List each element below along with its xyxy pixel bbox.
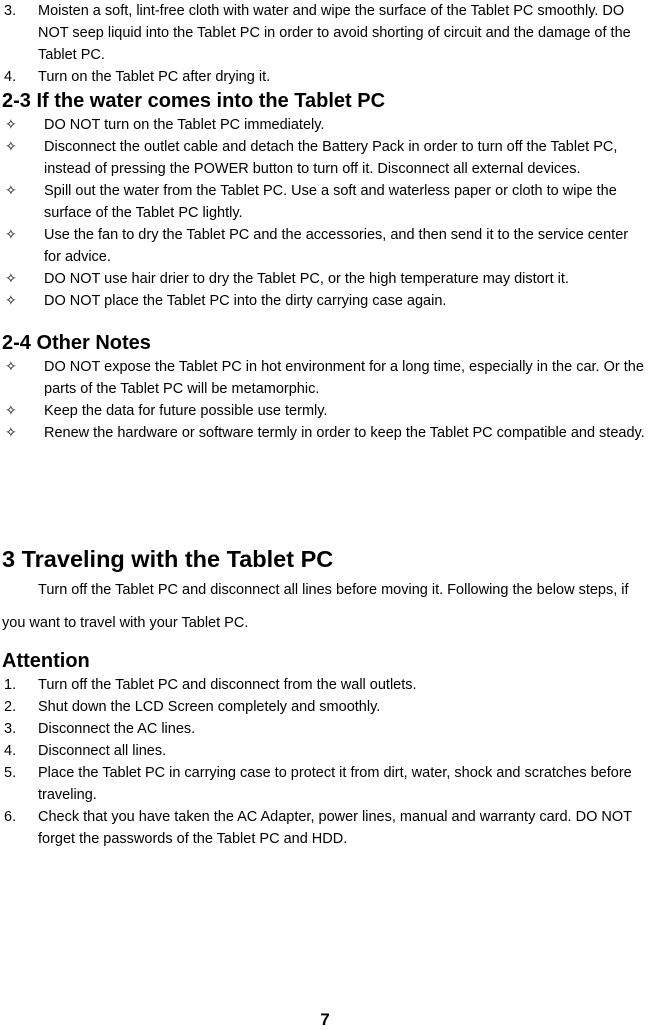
list-item	[0, 762, 650, 806]
list-item	[0, 66, 650, 88]
list-number: 6.	[4, 809, 17, 825]
list-item-text: Keep the data for future possible use termly.	[44, 403, 328, 419]
list-item-text: Disconnect the AC lines.	[38, 721, 196, 737]
list-item-text: Use the fan to dry the Tablet PC and the accessories, and then send it to the service center for advice.	[44, 227, 629, 265]
list-item-text: Renew the hardware or software termly in order to keep the Tablet PC compatible and steady.	[44, 425, 645, 441]
list-item	[0, 268, 650, 290]
diamond-bullet-icon: ✧	[5, 117, 17, 133]
attention-heading: Attention	[2, 650, 90, 672]
list-item	[0, 180, 650, 224]
list-item	[0, 422, 650, 444]
list-item-text: DO NOT use hair drier to dry the Tablet PC, or the high temperature may distort it.	[44, 271, 569, 287]
list-number: 3.	[4, 3, 17, 19]
list-number: 3.	[4, 721, 17, 737]
diamond-bullet-icon: ✧	[5, 227, 17, 243]
diamond-bullet-icon: ✧	[5, 293, 17, 309]
list-number: 5.	[4, 765, 17, 781]
list-item	[0, 356, 650, 400]
diamond-bullet-icon: ✧	[5, 183, 17, 199]
list-item	[0, 740, 650, 762]
section-intro-paragraph	[0, 574, 650, 640]
section-heading-2-4: 2-4 Other Notes	[2, 332, 151, 354]
list-item-text: Disconnect all lines.	[38, 743, 167, 759]
list-item-text: Turn off the Tablet PC and disconnect from the wall outlets.	[38, 677, 417, 693]
list-item-text: Place the Tablet PC in carrying case to protect it from dirt, water, shock and scratches before traveling.	[38, 765, 632, 803]
page-number: 7	[320, 1010, 330, 1029]
list-item	[0, 0, 650, 66]
diamond-bullet-icon: ✧	[5, 403, 17, 419]
list-item	[0, 400, 650, 422]
list-number: 4.	[4, 69, 17, 85]
list-item-text: DO NOT turn on the Tablet PC immediately.	[44, 117, 325, 133]
list-item	[0, 224, 650, 268]
bullet-list-2-3	[0, 114, 650, 312]
list-item	[0, 718, 650, 740]
list-number: 2.	[4, 699, 17, 715]
section-intro-text: Turn off the Tablet PC and disconnect all lines before moving it. Following the below steps, if you want to travel with your Tablet PC.	[2, 582, 629, 631]
top-numbered-list	[0, 0, 650, 88]
diamond-bullet-icon: ✧	[5, 425, 17, 441]
diamond-bullet-icon: ✧	[5, 139, 17, 155]
list-item-text: DO NOT place the Tablet PC into the dirty carrying case again.	[44, 293, 447, 309]
bullet-list-2-4	[0, 356, 650, 444]
list-number: 1.	[4, 677, 17, 693]
list-item	[0, 114, 650, 136]
list-item-text: Moisten a soft, lint-free cloth with water and wipe the surface of the Tablet PC smoothly. DO NOT seep liquid into the Tablet PC in order to avoid shorting of circuit and the damage of the Tablet PC.	[38, 3, 631, 63]
list-item-text: Turn on the Tablet PC after drying it.	[38, 69, 271, 85]
list-item	[0, 136, 650, 180]
list-item	[0, 674, 650, 696]
list-item-text: Check that you have taken the AC Adapter, power lines, manual and warranty card. DO NOT forget the passwords of the Tablet PC and HDD.	[38, 809, 632, 847]
list-number: 4.	[4, 743, 17, 759]
attention-numbered-list	[0, 674, 650, 850]
list-item-text: Shut down the LCD Screen completely and smoothly.	[38, 699, 381, 715]
list-item	[0, 806, 650, 850]
list-item-text: Spill out the water from the Tablet PC. Use a soft and waterless paper or cloth to wipe the surface of the Tablet PC lightly.	[44, 183, 617, 221]
list-item-text: Disconnect the outlet cable and detach the Battery Pack in order to turn off the Tablet PC, instead of pressing the POWER button to turn off it. Disconnect all external devices.	[44, 139, 618, 177]
section-heading-2-3: 2-3 If the water comes into the Tablet PC	[2, 90, 386, 112]
list-item-text: DO NOT expose the Tablet PC in hot environment for a long time, especially in the car. Or the parts of the Tablet PC will be metamorphic.	[44, 359, 644, 397]
list-item	[0, 290, 650, 312]
list-item	[0, 696, 650, 718]
diamond-bullet-icon: ✧	[5, 271, 17, 287]
section-heading-3: 3 Traveling with the Tablet PC	[2, 546, 334, 572]
diamond-bullet-icon: ✧	[5, 359, 17, 375]
